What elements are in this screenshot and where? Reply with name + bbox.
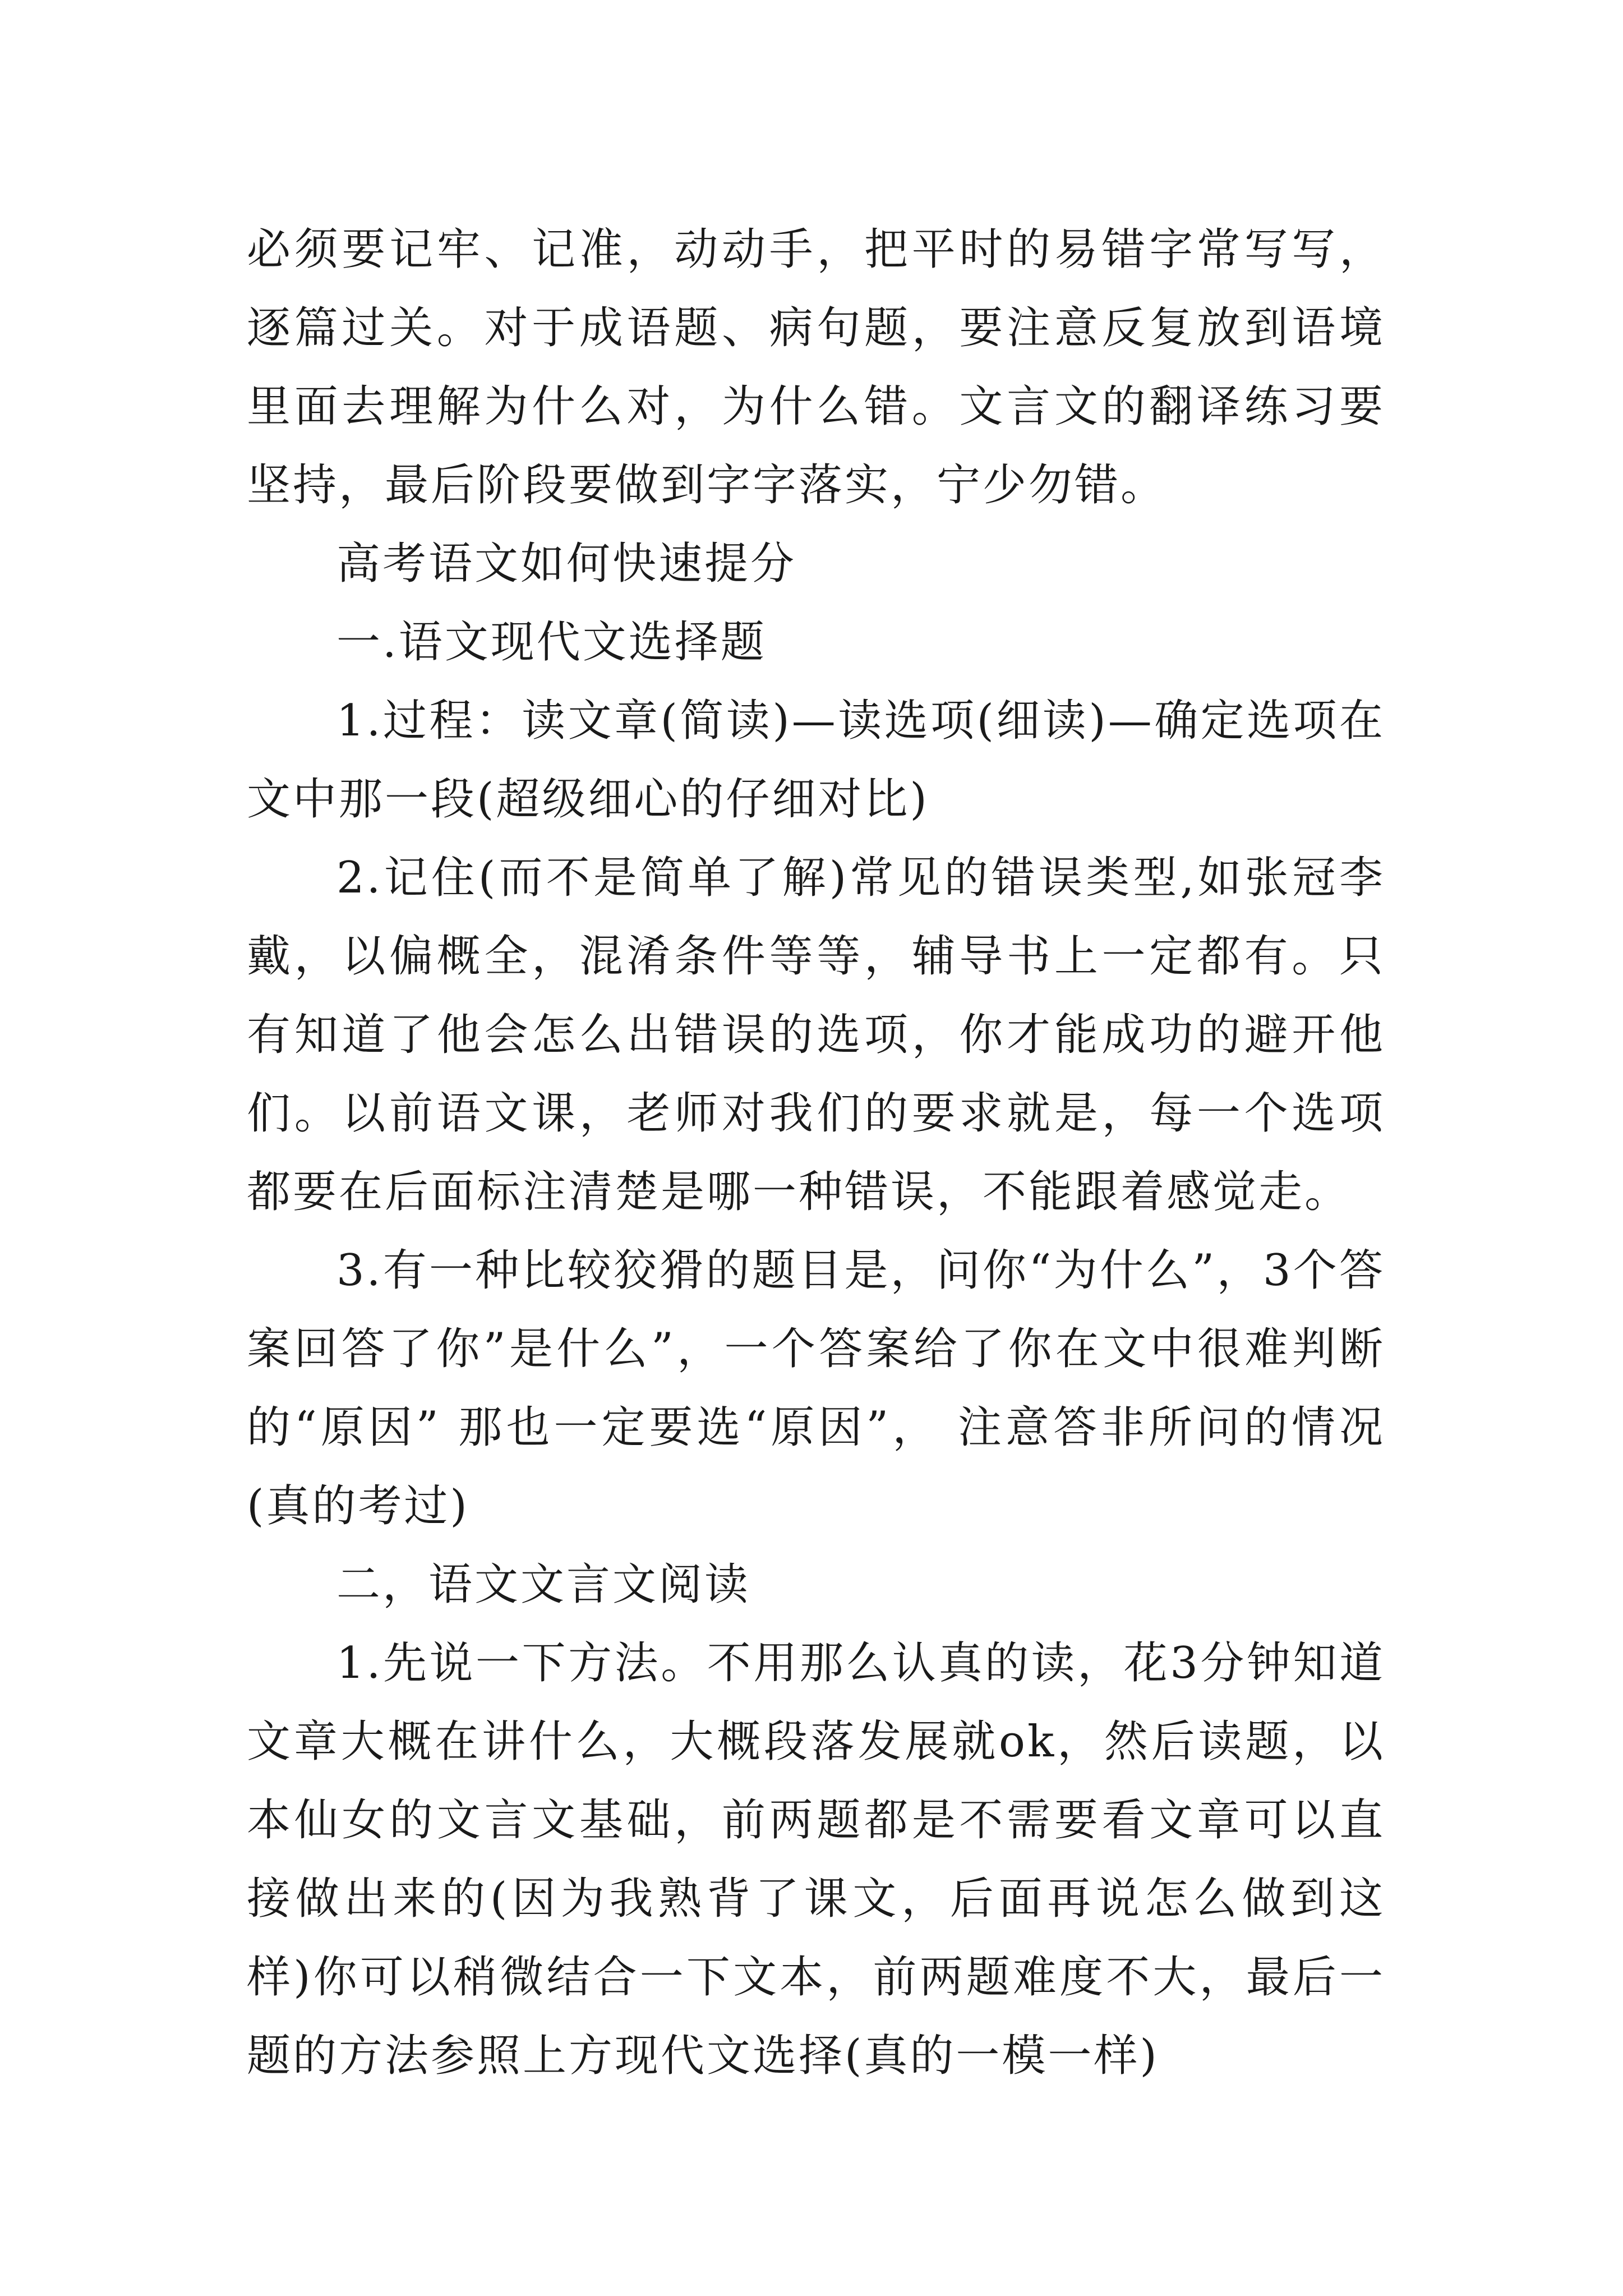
paragraph-heading-main: 高考语文如何快速提分 <box>336 539 797 589</box>
paragraph-section-two-point-1: 1.先说一下方法。不用那么认真的读，花3分钟知道文章大概在讲什么，大概段落发展就ok，然后读题，以本仙女的文言文基础，前两题都是不需要看文章可以直接做出来的(因为我熟背了课文，后面再说怎么做到这样)你可以稍微结合一下文本，前两题难度不大，最后一题的方法参照上方现代文选择(真的一模一样) <box>247 1638 1385 2081</box>
paragraph-section-two-heading: 二，语文文言文阅读 <box>336 1559 751 1610</box>
paragraph-point-2: 2.记住(而不是简单了解)常见的错误类型,如张冠李戴，以偏概全，混淆条件等等，辅导书上一定都有。只有知道了他会怎么出错误的选项，你才能成功的避开他们。以前语文课，老师对我们的要求就是，每一个选项都要在后面标注清楚是哪一种错误，不能跟着感觉走。 <box>247 853 1385 1217</box>
paragraph-point-1: 1.过程：读文章(简读)—读选项(细读)—确定选项在文中那一段(超级细心的仔细对比) <box>247 696 1385 825</box>
document-body <box>247 210 1385 2095</box>
paragraph-continuation: 必须要记牢、记准，动动手，把平时的易错字常写写，逐篇过关。对于成语题、病句题，要注意反复放到语境里面去理解为什么对，为什么错。文言文的翻译练习要坚持，最后阶段要做到字字落实，宁少勿错。 <box>247 224 1385 510</box>
paragraph-section-one-heading: 一.语文现代文选择题 <box>336 617 767 668</box>
paragraph-point-3: 3.有一种比较狡猾的题目是，问你“为什么”，3个答案回答了你”是什么”，一个答案给了你在文中很难判断的“原因” 那也一定要选“原因”， 注意答非所问的情况(真的考过) <box>247 1245 1385 1531</box>
